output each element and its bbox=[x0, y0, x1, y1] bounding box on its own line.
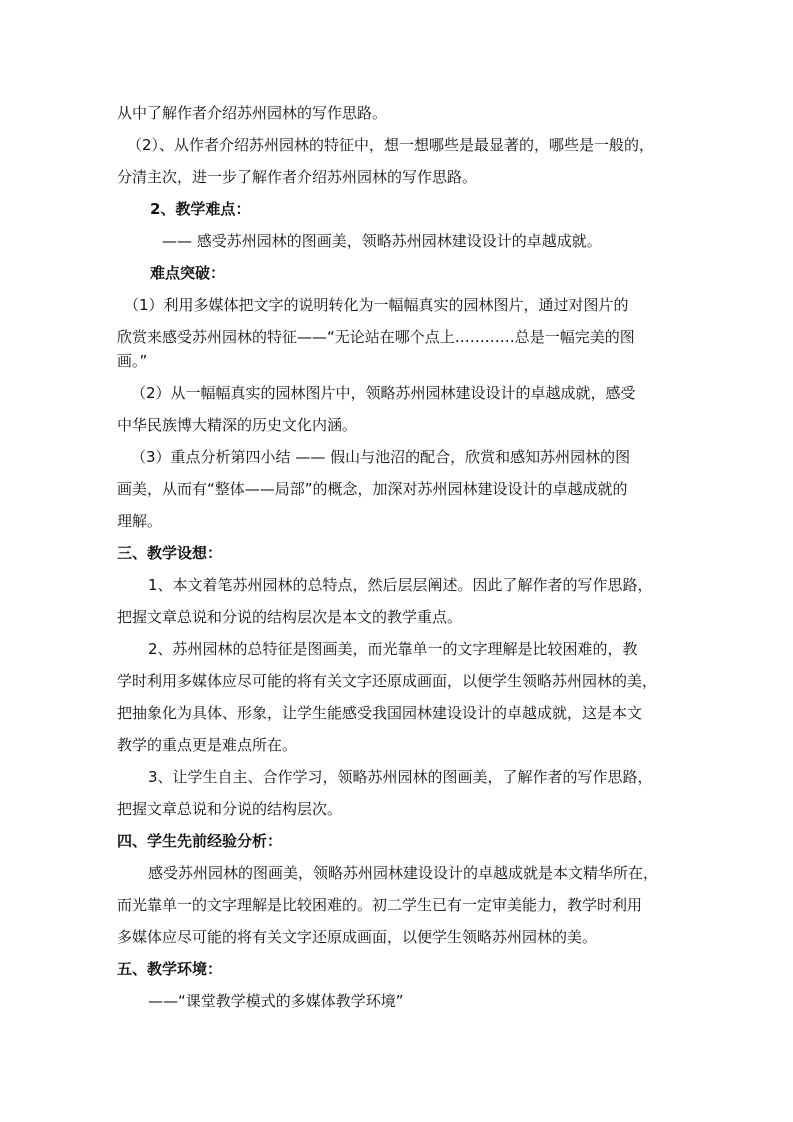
text-line-19: 学时利用多媒体应尽可能的将有关文字还原成画面，以便学生领略苏州园林的美， bbox=[117, 672, 658, 690]
text-line-14: 理解。 bbox=[117, 512, 163, 530]
text-line-27: 多媒体应尽可能的将有关文字还原成画面，以便学生领略苏州园林的美。 bbox=[117, 928, 598, 946]
text-line-23: 把握文章总说和分说的结构层次。 bbox=[117, 800, 343, 818]
text-line-13: 画美，从而有“整体——局部”的概念，加深对苏州园林建设设计的卓越成就的 bbox=[117, 480, 628, 498]
text-line-26: 而光靠单一的文字理解是比较困难的。初二学生已有一定审美能力，教学时利用 bbox=[117, 896, 643, 914]
heading-difficulty-breakthrough: 难点突破： bbox=[150, 264, 226, 282]
text-line-21: 教学的重点更是难点所在。 bbox=[117, 736, 298, 754]
heading-teaching-environment: 五、教学环境： bbox=[117, 960, 223, 978]
text-line-12: （3）重点分析第四小结 —— 假山与池沼的配合，欣赏和感知苏州园林的图 bbox=[131, 448, 631, 466]
text-line-10: （2）从一幅幅真实的园林图片中，领略苏州园林建设设计的卓越成就，感受 bbox=[131, 384, 636, 402]
text-line-29: ——“课堂教学模式的多媒体教学环境” bbox=[148, 992, 404, 1010]
text-line-9: 画。” bbox=[117, 352, 148, 370]
text-line-20: 把抽象化为具体、形象，让学生能感受我国园林建设设计的卓越成就，这是本文 bbox=[117, 704, 643, 722]
text-line-5: —— 感受苏州园林的图画美，领略苏州园林建设设计的卓越成就。 bbox=[162, 232, 602, 250]
text-line-3: 分清主次，进一步了解作者介绍苏州园林的写作思路。 bbox=[117, 168, 478, 186]
heading-prior-experience: 四、学生先前经验分析： bbox=[117, 832, 283, 850]
text-line-18: 2、苏州园林的总特征是图画美，而光靠单一的文字理解是比较困难的，教 bbox=[148, 640, 638, 658]
text-line-7: （1）利用多媒体把文字的说明转化为一幅幅真实的园林图片，通过对图片的 bbox=[124, 296, 629, 314]
text-line-2: （2）、从作者介绍苏州园林的特征中，想一想哪些是最显著的，哪些是一般的， bbox=[127, 136, 655, 154]
text-line-8: 欣赏来感受苏州园林的特征——“无论站在哪个点上…………总是一幅完美的图 bbox=[117, 328, 635, 346]
text-line-22: 3、让学生自主、合作学习，领略苏州园林的图画美，了解作者的写作思路， bbox=[148, 768, 653, 786]
text-line-11: 中华民族博大精深的历史文化内涵。 bbox=[117, 416, 358, 434]
text-line-1: 从中了解作者介绍苏州园林的写作思路。 bbox=[117, 104, 388, 122]
heading-teaching-difficulty: 2、教学难点： bbox=[150, 200, 251, 218]
text-line-16: 1、本文着笔苏州园林的总特点，然后层层阐述。因此了解作者的写作思路， bbox=[148, 576, 653, 594]
heading-teaching-concept: 三、教学设想： bbox=[117, 544, 223, 562]
text-line-25: 感受苏州园林的图画美，领略苏州园林建设设计的卓越成就是本文精华所在， bbox=[148, 864, 659, 882]
text-line-17: 把握文章总说和分说的结构层次是本文的教学重点。 bbox=[117, 608, 463, 626]
